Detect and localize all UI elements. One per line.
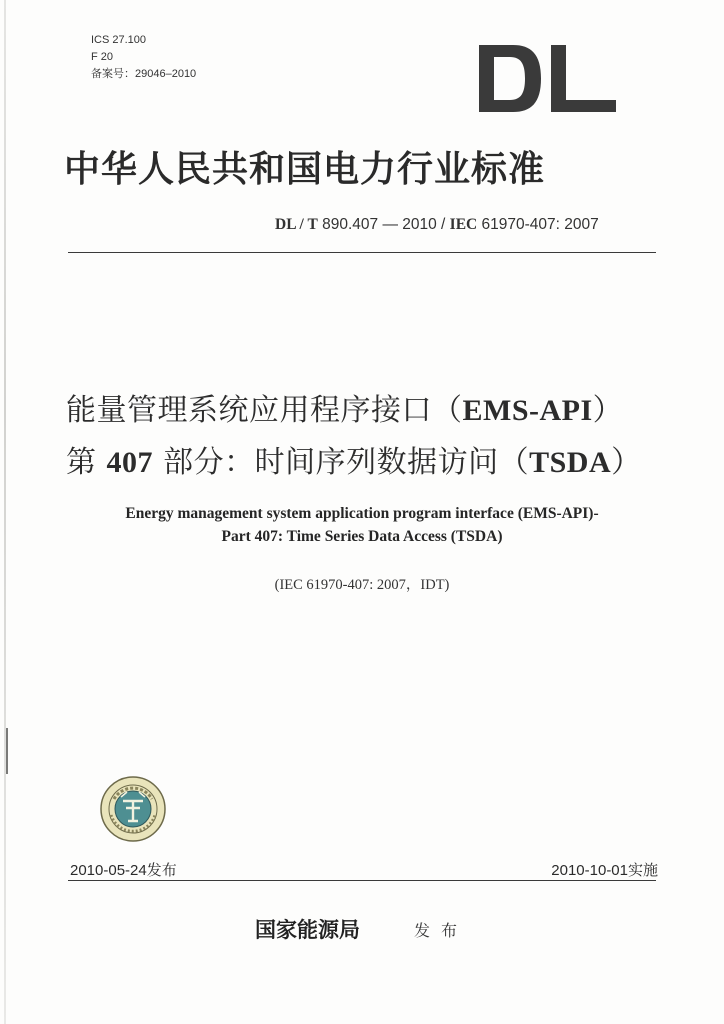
publisher-seal-logo (99, 775, 167, 843)
publish-date: 2010-05-24发布 (70, 862, 177, 879)
iec-prefix: IEC (449, 216, 478, 233)
chinese-title-line-1 (66, 385, 686, 429)
iec-number-value: 61970-407: 2007 (477, 216, 599, 233)
binding-mark (6, 728, 8, 774)
cn-title-text: ） (611, 445, 642, 480)
cn-title-text: 能量管理系统应用程序接口（ (66, 393, 463, 428)
ccs-code: F 20 (91, 51, 114, 63)
cn-title-text: 第 (66, 445, 107, 480)
header-divider (68, 252, 656, 253)
implementation-date: 2010-10-01实施 (551, 862, 658, 879)
record-number: 备案号：29046–2010 (91, 68, 197, 80)
standard-number-value: 890.407 — 2010 / (317, 216, 450, 233)
cn-title-latin: 407 (106, 446, 154, 479)
cn-title-latin: EMS-API (462, 394, 593, 427)
industry-standard-title: 中华人民共和国电力行业标准 (64, 148, 546, 190)
footer-divider (68, 880, 656, 881)
standard-prefix: DL / T (275, 216, 318, 233)
classification-block (91, 32, 196, 83)
ics-code: ICS 27.100 (91, 34, 147, 46)
issued-label: 发布 (414, 921, 469, 940)
cn-title-text: ） (592, 393, 624, 428)
cn-title-latin: TSDA (529, 446, 612, 479)
chinese-title-line-2 (66, 437, 686, 481)
english-title-line-2: Part 407: Time Series Data Access (TSDA) (221, 528, 503, 545)
cn-title-text: 部分：时间序列数据访问（ (153, 445, 530, 480)
dl-logo (479, 45, 616, 112)
issuing-authority: 国家能源局 (255, 917, 360, 942)
iec-reference: (IEC 61970-407: 2007，IDT) (274, 577, 450, 593)
standard-number (275, 216, 599, 234)
english-title-line-1: Energy management system application program interface (EMS-API)- (125, 505, 599, 522)
